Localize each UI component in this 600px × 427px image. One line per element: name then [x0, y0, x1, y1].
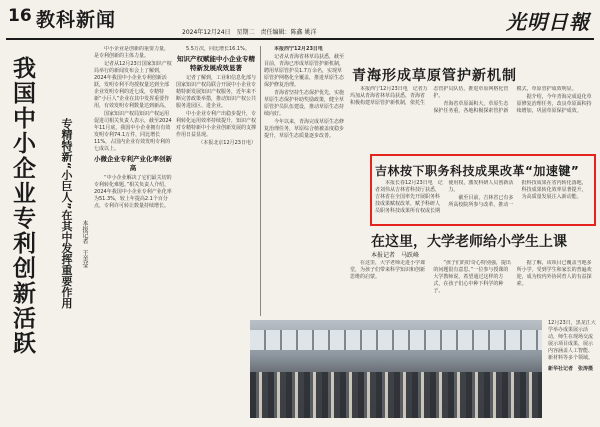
- paragraph: “中小企业解决了它们最关切的专利转化难题。”相关负责人介绍，2024年我国中小企业专利产业化率为51.3%，较上年提高2.1个百分点，专利许可转让数量持续增长。: [94, 175, 172, 209]
- photo-windows: [250, 330, 542, 350]
- paragraph: 中小企业专利产出稳步提升，专利转化运用效率持续提升，知识产权对专精特新中小企业创新发展的支撑作用日益显现。: [176, 111, 256, 138]
- paragraph: 记者了解到，工业和信息化部与国家知识产权局联合开展中小企业专精特新发展知识产权服务，近年来不断完善政策举措，推动知识产权公共服务进园区、进企业。: [176, 75, 256, 109]
- paragraph: 青海省坚持生态保护优先，实施草原生态保护补助奖励政策，健全草原管护员队伍建设，推动草原生态持续向好。: [264, 90, 345, 117]
- newspaper-logo: 光明日報: [506, 10, 590, 34]
- lead-byline: 本报记者 王美莹: [81, 220, 88, 268]
- photo-caption: [548, 320, 596, 418]
- lead-headline: 我国中小企业专利创新活跃: [9, 56, 36, 356]
- lead-column-2: [176, 46, 256, 418]
- news-photo: [250, 320, 542, 418]
- paragraph: 本报长春12月23日电 记者刘伟从吉林省科技厅获悉，吉林省在全国率先开展职务科技成果赋权改革，赋予科研人员职务科技成果所有权或长期使用权，激发科研人员创新活力。: [375, 180, 514, 214]
- paragraph: 青海省草原面积大，草原生态保护任务重，各地积极探索管护新模式，草原管护成效明显。: [433, 86, 577, 114]
- photo-credit: 新华社记者 张涛摄: [548, 366, 594, 372]
- lead-column-1: [94, 46, 172, 418]
- paragraph: 中小企业是创新的重要力量，是专利创新的主体力量。: [94, 46, 170, 59]
- article-column-3: [260, 46, 346, 316]
- paragraph: 据了解，该项目已覆盖当地多所小学，受到学生和家长的普遍欢迎，成为校内外协同育人的有益探索。: [516, 260, 592, 287]
- paragraph: 5.5万次，同比增长16.1%。: [186, 46, 250, 52]
- paragraph: 本报西宁12月23日电 记者万玛加从青海省林草局获悉，青海省积极构建草原管护新机制，依托生态管护员队伍，推进草原网格化管护。: [350, 86, 509, 106]
- jilin-article: [375, 180, 591, 222]
- paragraph: “孩子们的好奇心特别强，提出的问题很有意思。”一位参与授课的大学教师说，希望通过这样的方式，在孩子们心中种下科学的种子。: [433, 260, 511, 294]
- qinghai-article: [350, 86, 596, 150]
- lead-subhead: 专精特新“小巨人”在其中发挥重要作用: [60, 118, 73, 309]
- qinghai-headline: 青海形成草原管护新机制: [352, 68, 517, 84]
- masthead: [0, 0, 600, 46]
- masthead-rule: [6, 38, 594, 40]
- paragraph: 记者从12月23日国家知识产权局举行的新闻发布会上了解到，2024年我国中小企业专利创新活跃，发明专利平均授权量达到全部企业发明专利的近七成，专精特新“小巨人”企业在其中发挥重要作用，有效发明专利数量达到新高。: [94, 61, 172, 109]
- dx-byline: 本报记者 马跃峰: [371, 252, 420, 259]
- paragraph: 国家知识产权局知识产权运用促进司相关负责人表示，截至2024年11月底，我国中小企业拥有有效发明专利74.1万件，同比增长11%，占国内企业有效发明专利的七成以上。: [94, 111, 172, 152]
- caption-text: 12月23日，黑龙江大学举办成果展示活动，师生在现场交流展示项目成果，展示内容涵盖人工智能、新材料等多个领域。: [548, 320, 596, 361]
- lead-subheading-2: 知识产权赋能中小企业专精特新发展成效显著: [177, 55, 255, 72]
- paragraph: 记者从青海省林草局获悉，截至目前，青海已形成草原管护新机制，聘用草原管护员1.7万余名，实现草原管护网格化全覆盖，推进草原生态保护修复治理。: [264, 54, 345, 88]
- lead-subheading-1: 小微企业专利产业化率创新高: [94, 155, 172, 172]
- jilin-headline: 吉林按下职务科技成果改革“加速键”: [375, 164, 580, 178]
- photo-crowd: [250, 372, 542, 418]
- dateline-note: （本报北京12月23日电）: [198, 140, 256, 146]
- date-line: 2024年12月24日 星期二 责任编辑：陈鑫 姚洋: [182, 29, 317, 36]
- dx-article: [350, 260, 596, 316]
- page-number: 16: [8, 6, 32, 26]
- section-title: 教科新闻: [36, 9, 117, 31]
- paragraph: 截至目前，吉林省已有多所高校院所参与改革，推动一批科技成果在省内转化落地，科技成果转化效率显著提升，为高质量发展注入新动能。: [448, 180, 587, 208]
- paragraph: 据介绍，今年青海完成退化草原修复治理任务，改良草原面积持续增加，巩固草原保护成效。: [516, 94, 592, 114]
- dx-headline: 在这里，大学老师给小学生上课: [371, 234, 567, 250]
- dateline: 本报西宁12月23日电: [274, 46, 323, 52]
- paragraph: 在这里，大学老师走进小学课堂，为孩子们带来科学知识和创新思维的启蒙。: [350, 260, 426, 280]
- paragraph: 今年以来，青海完成草原生态修复治理任务，草原综合植被盖度稳步提升，草原生态质量逐步改善。: [264, 119, 345, 139]
